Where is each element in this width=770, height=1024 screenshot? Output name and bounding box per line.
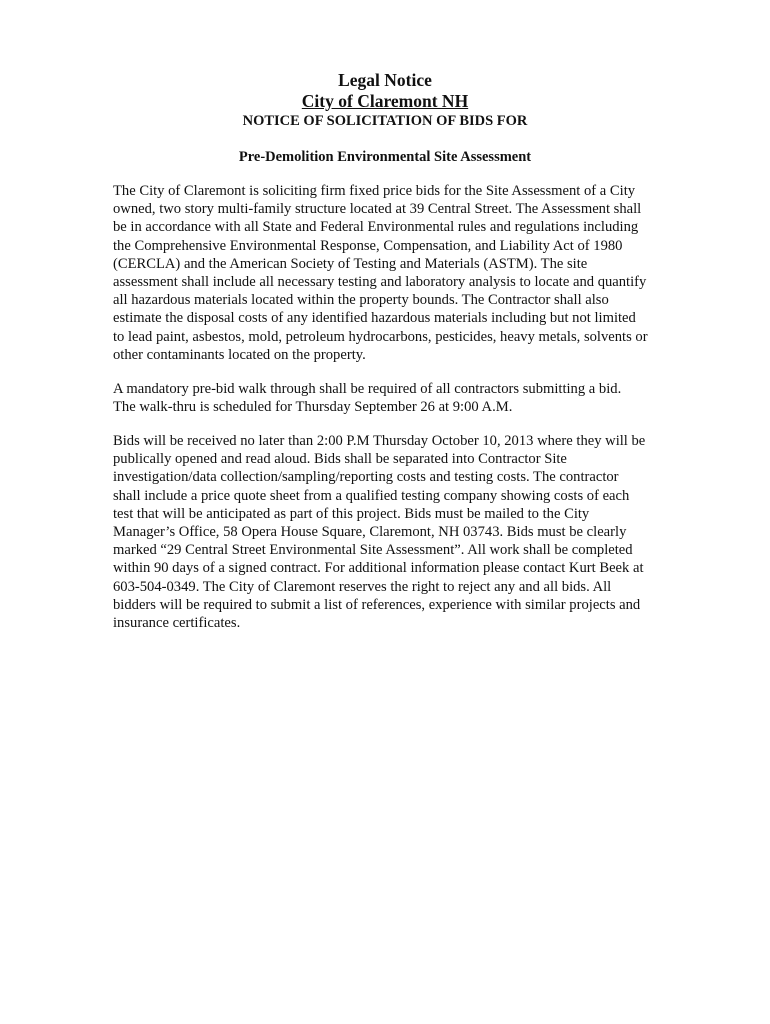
paragraph-line: publically opened and read aloud. Bids shall be separated into Contractor Site [113, 451, 567, 468]
paragraph-line: assessment shall include all necessary testing and laboratory analysis to locate and quantify [113, 274, 647, 291]
walkthrough-paragraph [113, 380, 621, 416]
paragraph-line: bidders will be required to submit a list of references, experience with similar projects and [113, 596, 641, 613]
notice-title: Legal Notice [338, 70, 432, 90]
paragraph-line: test that will be anticipated as part of this project. Bids must be mailed to the City [113, 505, 590, 522]
paragraph-line: Bids will be received no later than 2:00 P.M Thursday October 10, 2013 where they will be [113, 433, 646, 449]
paragraph-line: within 90 days of a signed contract. For additional information please contact Kurt Beek at [113, 560, 644, 577]
paragraph-line: insurance certificates. [113, 615, 241, 632]
paragraph-line: to lead paint, asbestos, mold, petroleum hydrocarbons, pesticides, heavy metals, solvents or [113, 328, 648, 345]
paragraph-line: Manager’s Office, 58 Opera House Square, Claremont, NH 03743. Bids must be clearly [113, 524, 627, 541]
paragraph-line: The City of Claremont is soliciting firm fixed price bids for the Site Assessment of a City [113, 183, 636, 199]
paragraph-line: other contaminants located on the property. [113, 346, 366, 363]
paragraph-line: be in accordance with all State and Federal Environmental rules and regulations including [113, 219, 639, 236]
paragraph-line: investigation/data collection/sampling/reporting costs and testing costs. The contractor [113, 469, 619, 486]
paragraph-line: A mandatory pre-bid walk through shall be required of all contractors submitting a bid. [113, 381, 622, 397]
scope-paragraph [113, 182, 648, 364]
paragraph-line: owned, two story multi-family structure located at 39 Central Street. The Assessment shall [113, 201, 642, 218]
paragraph-line: marked “29 Central Street Environmental Site Assessment”. All work shall be completed [113, 542, 633, 559]
solicitation-heading: NOTICE OF SOLICITATION OF BIDS FOR [242, 113, 528, 129]
city-heading: City of Claremont NH [301, 91, 469, 111]
paragraph-line: shall include a price quote sheet from a qualified testing company showing costs of each [113, 487, 630, 504]
bid-submission-paragraph [113, 432, 645, 632]
paragraph-line: 603-504-0349. The City of Claremont reserves the right to reject any and all bids. All [113, 578, 612, 595]
paragraph-line: The walk-thru is scheduled for Thursday September 26 at 9:00 A.M. [113, 399, 513, 416]
paragraph-line: (CERCLA) and the American Society of Testing and Materials (ASTM). The site [113, 255, 588, 272]
paragraph-line: all hazardous materials located within the property bounds. The Contractor shall also [113, 292, 609, 309]
paragraph-line: the Comprehensive Environmental Response, Compensation, and Liability Act of 1980 [113, 237, 623, 254]
paragraph-line: estimate the disposal costs of any identified hazardous materials including but not limited [113, 310, 636, 327]
subject-heading: Pre-Demolition Environmental Site Assessment [238, 149, 532, 165]
